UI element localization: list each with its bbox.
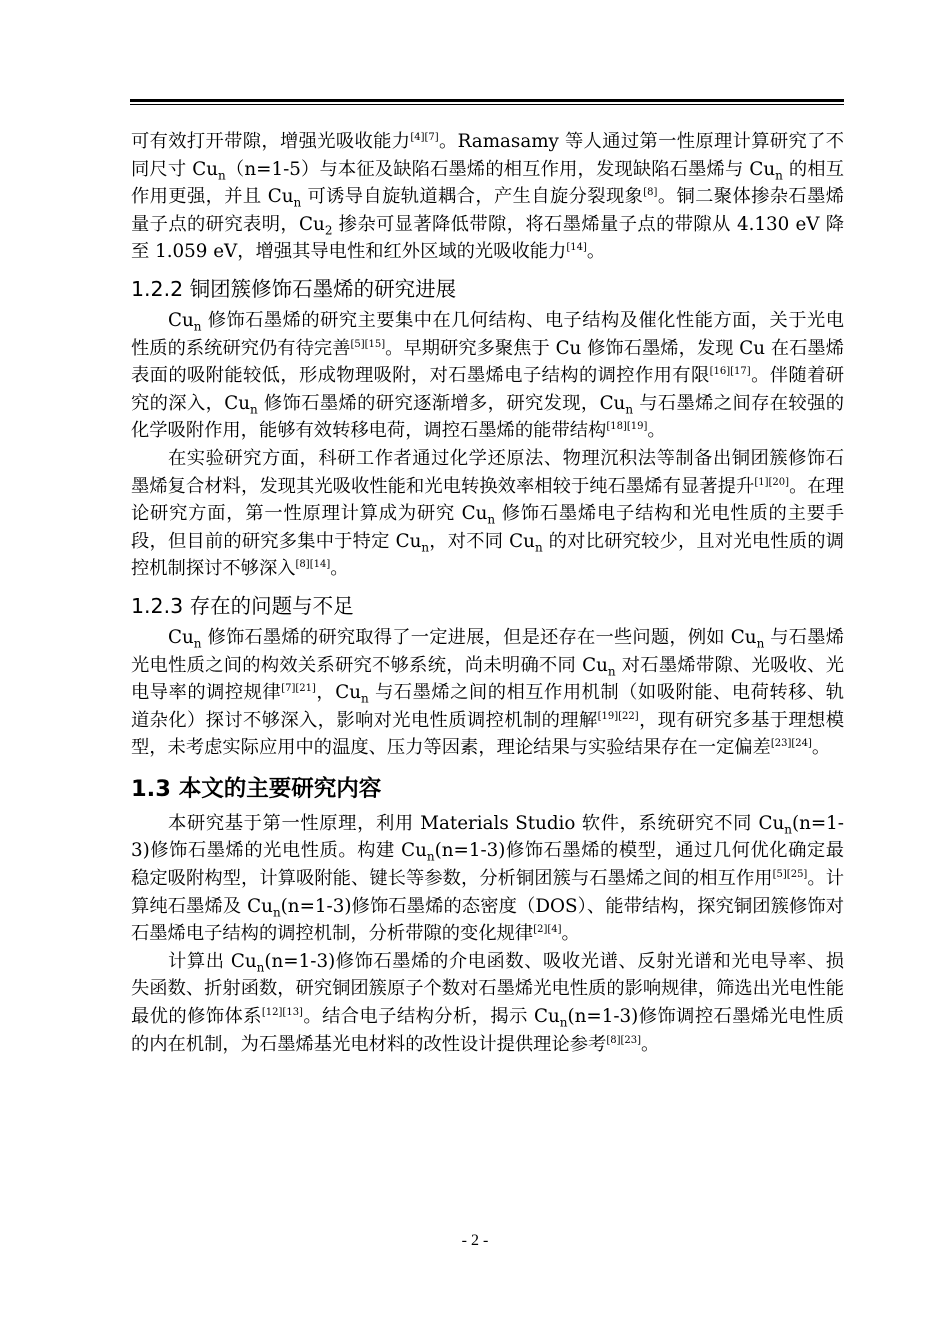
section-heading-1-2-3: 1.2.3 存在的问题与不足 (131, 593, 354, 618)
header-rule-thin (130, 104, 844, 105)
section-heading-1-3: 1.3 本文的主要研究内容 (131, 775, 382, 802)
paragraph-6: 计算出 $Cu_n(n=1-3)$修饰石墨烯的介电函数、吸收光谱、反射光谱和光电导率、损失函数、折射函数，研究铜团簇原子个数对石墨烯光电性质的影响规律，筛选出光电性能最优的修饰体系[12][13]。结合电子结构分析，揭示 $Cu_n(n=1-3)$修饰调控石墨烯光电性质的内在机制，为石墨烯基光电材料的改性设计提供理论参考[8][23]。 (131, 950, 845, 1055)
page-body (131, 128, 844, 1058)
paragraph-5: 本研究基于第一性原理，利用 Materials Studio 软件，系统研究不同 $Cu_n(n=1-3)$修饰石墨烯的光电性质。构建 $Cu_n(n=1-3)$修饰石墨烯的模型，通过几何优化确定最稳定吸附构型，计算吸附能、键长等参数，分析铜团簇与石墨烯之间的相互作用[5][25]。计算纯石墨烯及 $Cu_n(n=1-3)$修饰石墨烯的态密度（DOS）、能带结构，探究铜团簇修饰对石墨烯电子结构的调控机制，分析带隙的变化规律[2][4]。 (131, 812, 845, 945)
page-number: - 2 - (461, 1232, 489, 1249)
paragraph-2: $Cu_n$ 修饰石墨烯的研究主要集中在几何结构、电子结构及催化性能方面，关于光电性质的系统研究仍有待完善[5][15]。早期研究多聚焦于 Cu 修饰石墨烯，发现 Cu 在石墨烯表面的吸附能较低，形成物理吸附，对石墨烯电子结构的调控作用有限[16][17]。伴随着研究的深入，$Cu_n$ 修饰石墨烯的研究逐渐增多，研究发现，$Cu_n$ 与石墨烯之间存在较强的化学吸附作用，能够有效转移电荷，调控石墨烯的能带结构[18][19]。 (131, 309, 845, 442)
section-heading-1-2-2: 1.2.2 铜团簇修饰石墨烯的研究进展 (131, 276, 457, 301)
paragraph-1: 可有效打开带隙，增强光吸收能力[4][7]。Ramasamy 等人通过第一性原理计算研究了不同尺寸 $Cu_n(n=1-5)$与本征及缺陷石墨烯的相互作用，发现缺陷石墨烯与 $Cu_n$ 的相互作用更强，并且 $Cu_n$ 可诱导自旋轨道耦合，产生自旋分裂现象[8]。铜二聚体掺杂石墨烯量子点的研究表明，$Cu_2$ 掺杂可显著降低带隙，将石墨烯量子点的带隙从 4.130 eV 降至 1.059 eV，增强其导电性和红外区域的光吸收能力[14]。 (131, 131, 845, 263)
header-rule-thick (130, 99, 844, 102)
paragraph-3: 在实验研究方面，科研工作者通过化学还原法、物理沉积法等制备出铜团簇修饰石墨烯复合材料，发现其光吸收性能和光电转换效率相较于纯石墨烯有显著提升[1][20]。在理论研究方面，第一性原理计算成为研究 $Cu_n$ 修饰石墨烯电子结构和光电性质的主要手段，但目前的研究多集中于特定 $Cu_n$，对不同 $Cu_n$ 的对比研究较少，且对光电性质的调控机制探讨不够深入[8][14]。 (131, 447, 845, 580)
paragraph-4: $Cu_n$ 修饰石墨烯的研究取得了一定进展，但是还存在一些问题，例如 $Cu_n$ 与石墨烯光电性质之间的构效关系研究不够系统，尚未明确不同 $Cu_n$ 对石墨烯带隙、光吸收、光电导率的调控规律[7][21]，$Cu_n$ 与石墨烯之间的相互作用机制（如吸附能、电荷转移、轨道杂化）探讨不够深入，影响对光电性质调控机制的理解[19][22]，现有研究多基于理想模型，未考虑实际应用中的温度、压力等因素，理论结果与实验结果存在一定偏差[23][24]。 (131, 626, 845, 759)
